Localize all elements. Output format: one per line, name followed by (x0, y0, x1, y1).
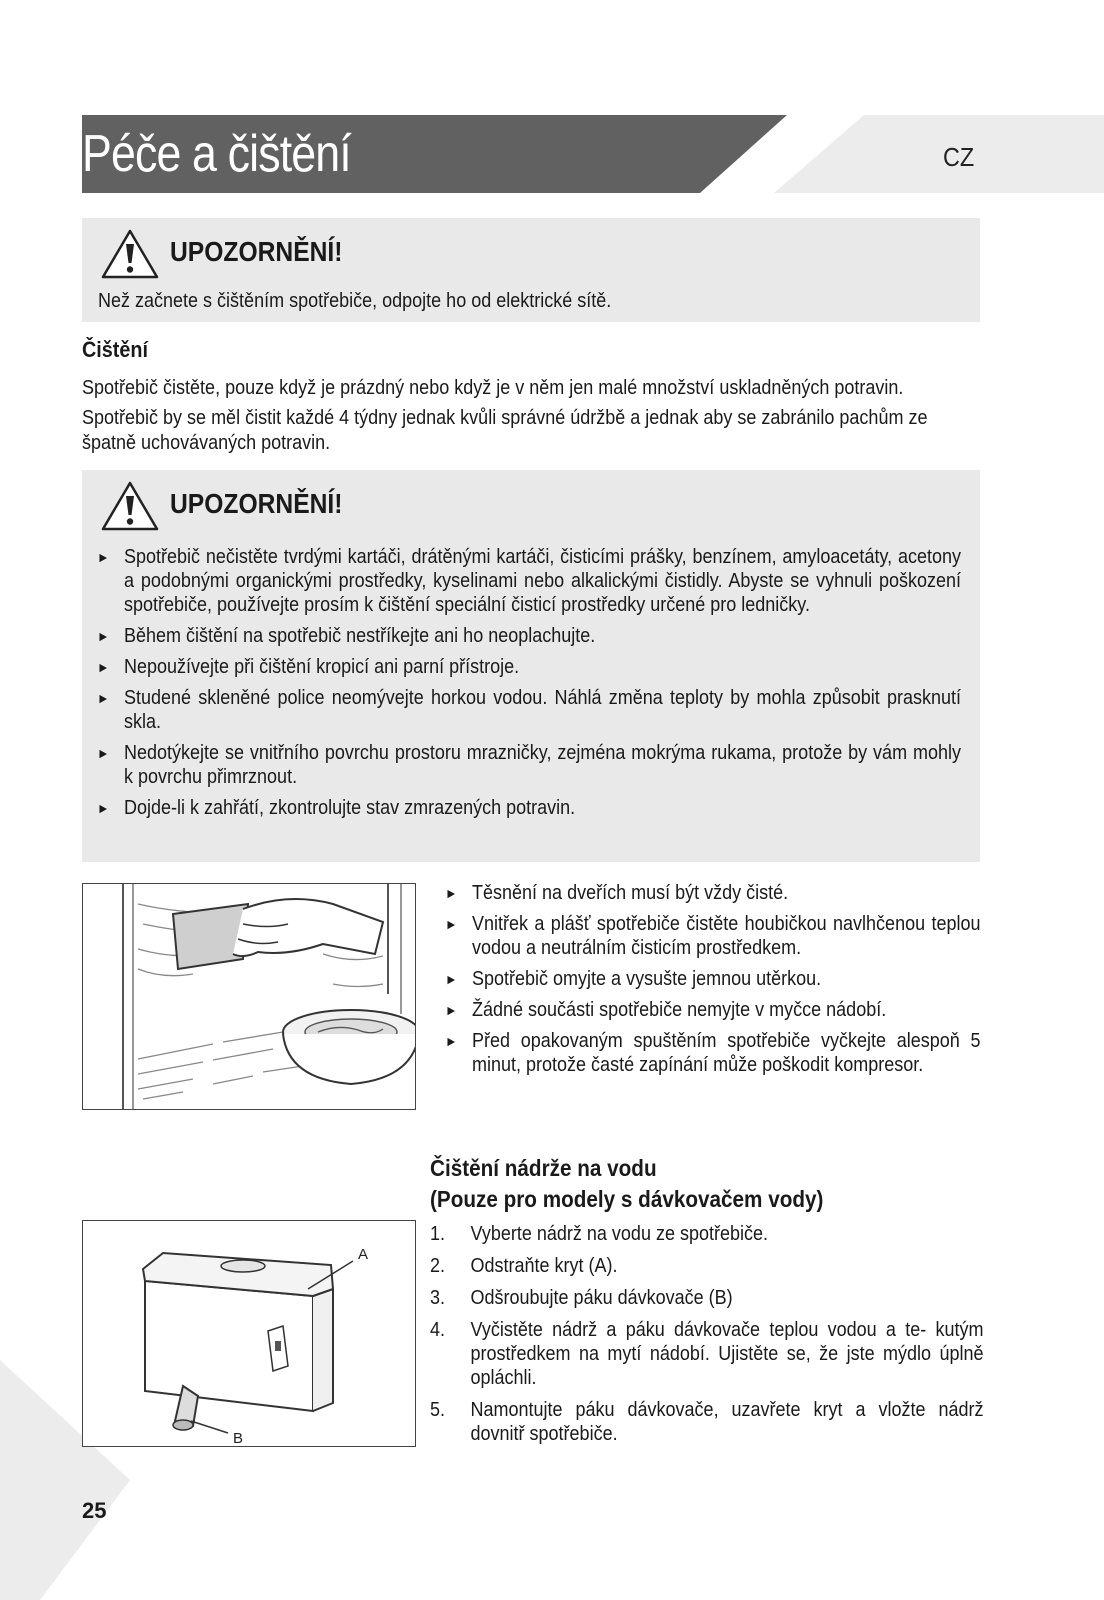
warning-box-cleaning (82, 470, 980, 862)
water-tank-steps (430, 1222, 984, 1454)
list-item: ► Vnitřek a plášť spotřebiče čistěte houbičkou navlhčenou teplou vodou a neutrálním čisticím prostředkem. (445, 913, 981, 959)
bullet-arrow-icon: ► (97, 800, 110, 816)
page-number: 25 (82, 1498, 107, 1523)
list-item: 2. Odstraňte kryt (A). (430, 1255, 618, 1277)
warning-text: Než začnete s čištěním spotřebiče, odpojte ho od elektrické sítě. (98, 290, 612, 312)
list-item: ► Během čištění na spotřebič nestříkejte ani ho neoplachujte. (97, 625, 596, 647)
list-item: ► Před opakovaným spuštěním spotřebiče vyčkejte alespoň 5 minut, protože časté zapínání může poškodit kompresor. (445, 1030, 981, 1076)
list-item: ► Spotřebič omyjte a vysušte jemnou utěrkou. (445, 968, 822, 990)
label-b: B (233, 1430, 244, 1446)
list-item: ► Studené skleněné police neomývejte horkou vodou. Náhlá změna teploty by mohla způsobit prasknutí skla. (97, 687, 961, 733)
paragraph-cleaning-1: Spotřebič čistěte, pouze když je prázdný nebo když je v něm jen malé množství uskladněných potravin. (82, 377, 904, 399)
list-item: ► Spotřebič nečistěte tvrdými kartáči, drátěnými kartáči, čisticími prášky, benzínem, amyloacetáty, acetony a podobnými organickými prostředky, kyselinami nebo alkalickými čistidly. Abyste se vyhnuli poškození spotřebiče, používejte prosím k čištění speciální čisticí prostředky určené pro ledničky. (97, 546, 961, 616)
list-item: 4. Vyčistěte nádrž a páku dávkovače teplou vodou a te- kutým prostředkem na mytí nádobí. Ujistěte se, že jste mýdlo úplně opláchli. (430, 1319, 984, 1389)
bullet-arrow-icon: ► (445, 971, 458, 987)
warning-title: UPOZORNĚNÍ! (170, 488, 343, 519)
section-heading-water-tank: Čištění nádrže na vodu (430, 1155, 657, 1181)
illustration-water-tank (82, 1220, 416, 1447)
list-item: ► Dojde-li k zahřátí, zkontrolujte stav zmrazených potravin. (97, 797, 576, 819)
page-title: Péče a čištění (82, 125, 351, 183)
label-a: A (358, 1246, 369, 1263)
list-item: 1. Vyberte nádrž na vodu ze spotřebiče. (430, 1223, 769, 1245)
illustration-cleaning-sponge (82, 883, 416, 1110)
corner-decoration-top-right (774, 115, 1104, 193)
warning-box-power (82, 218, 980, 322)
language-code: CZ (943, 142, 975, 172)
bullet-arrow-icon: ► (445, 885, 458, 901)
bullet-arrow-icon: ► (445, 1033, 458, 1049)
paragraph-cleaning-2: Spotřebič by se měl čistit každé 4 týdny jednak kvůli správné údržbě a jednak aby se zabránilo pachům ze špatně uchovávaných potravin. (82, 407, 928, 454)
warning-triangle-icon (100, 228, 160, 280)
bullet-arrow-icon: ► (445, 1002, 458, 1018)
section-subheading-water-tank: (Pouze pro modely s dávkovačem vody) (430, 1186, 824, 1212)
tips-list (445, 881, 981, 1084)
list-item: ► Těsnění na dveřích musí být vždy čisté. (445, 882, 789, 904)
warning-triangle-icon (100, 480, 160, 532)
list-item: 5. Namontujte páku dávkovače, uzavřete kryt a vložte nádrž dovnitř spotřebiče. (430, 1399, 984, 1445)
bullet-arrow-icon: ► (445, 916, 458, 932)
bullet-arrow-icon: ► (97, 659, 110, 675)
warning-title: UPOZORNĚNÍ! (170, 236, 343, 267)
list-item: ► Žádné součásti spotřebiče nemyjte v myčce nádobí. (445, 999, 887, 1021)
section-heading-cleaning: Čištění (82, 337, 149, 362)
list-item: 3. Odšroubujte páku dávkovače (B) (430, 1287, 733, 1309)
list-item: ► Nepoužívejte při čištění kropicí ani parní přístroje. (97, 656, 520, 678)
warning-list (97, 545, 961, 827)
bullet-arrow-icon: ► (97, 549, 110, 565)
bullet-arrow-icon: ► (97, 745, 110, 761)
list-item: ► Nedotýkejte se vnitřního povrchu prostoru mrazničky, zejména mokrýma rukama, protože by vám mohly k povrchu přimrznout. (97, 742, 961, 788)
bullet-arrow-icon: ► (97, 690, 110, 706)
bullet-arrow-icon: ► (97, 628, 110, 644)
